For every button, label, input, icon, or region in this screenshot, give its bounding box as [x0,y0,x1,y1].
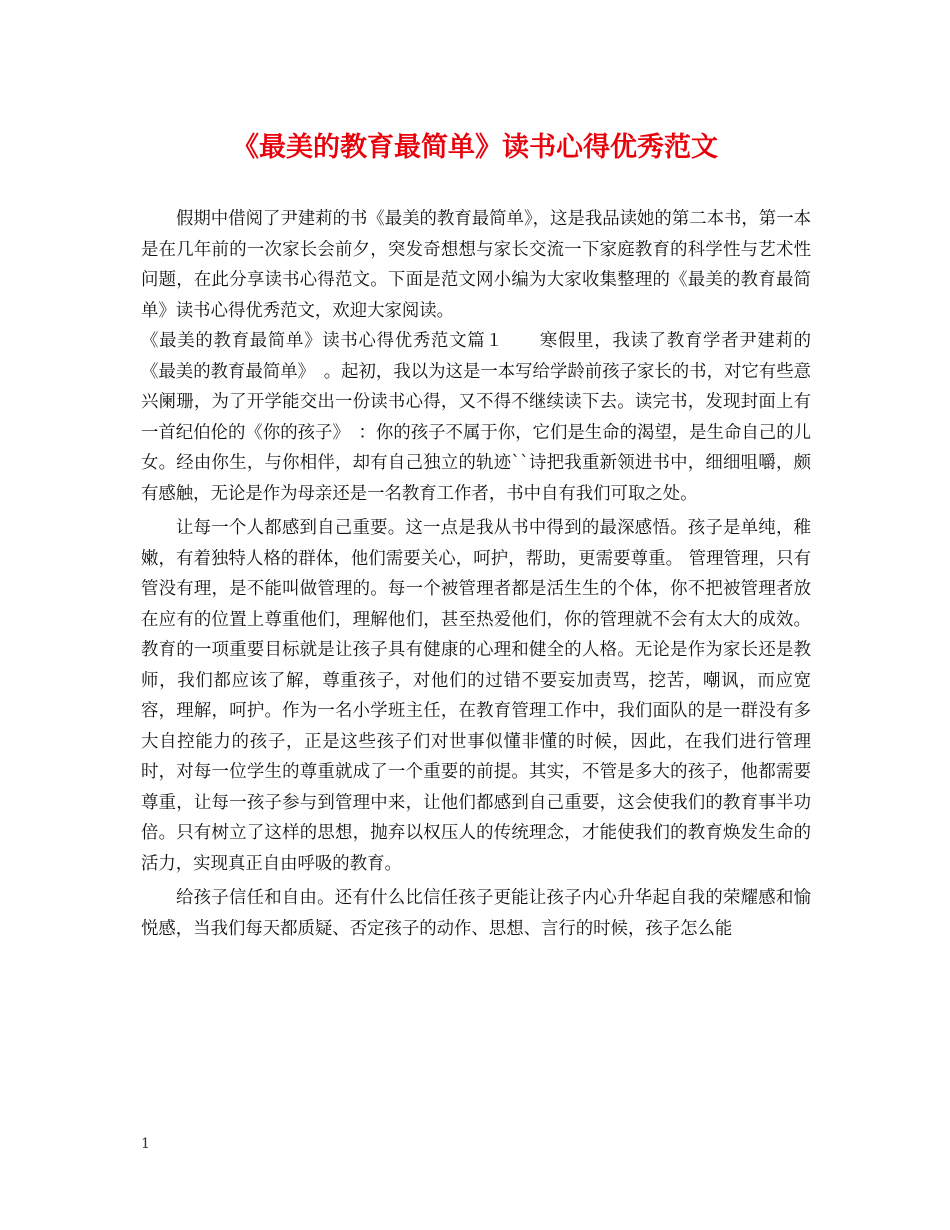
document-body [141,204,811,944]
document-title: 《最美的教育最简单》读书心得优秀范文 [232,132,718,163]
page-number: 1 [141,1136,150,1152]
essay-paragraph-1: 《最美的教育最简单》读书心得优秀范文篇１ 寒假里，我读了教育学者尹建莉的《最美的教育最简单》 。起初，我以为这是一本写给学龄前孩子家长的书，对它有些意兴阑珊，为了开学能交出一份读书心得，又不得不继续读下去。读完书，发现封面上有一首纪伯伦的《你的孩子》 ：你的孩子不属于你，它们是生命的渴望，是生命自己的儿女。经由你生，与你相伴，却有自己独立的轨迹``诗把我重新领进书中，细细咀嚼，颇有感触，无论是作为母亲还是一名教育工作者，书中自有我们可取之处。 [141,331,811,504]
intro-paragraph: 假期中借阅了尹建莉的书《最美的教育最简单》，这是我品读她的第二本书，第一本是在几年前的一次家长会前夕，突发奇想想与家长交流一下家庭教育的科学性与艺术性问题，在此分享读书心得范文。下面是范文网小编为大家收集整理的《最美的教育最简单》读书心得优秀范文，欢迎大家阅读。 [141,209,811,321]
essay-paragraph-3: 给孩子信任和自由。还有什么比信任孩子更能让孩子内心升华起自我的荣耀感和愉悦感，当我们每天都质疑、否定孩子的动作、思想、言行的时候，孩子怎么能 [141,888,811,939]
essay-paragraph-2: 让每一个人都感到自己重要。这一点是我从书中得到的最深感悟。孩子是单纯，稚嫩，有着独特人格的群体，他们需要关心，呵护，帮助，更需要尊重。 管理管理，只有管没有理，是不能叫做管理的。每一个被管理者都是活生生的个体，你不把被管理者放在应有的位置上尊重他们，理解他们，甚至热爱他们，你的管理就不会有太大的成效。教育的一项重要目标就是让孩子具有健康的心理和健全的人格。无论是作为家长还是教师，我们都应该了解，尊重孩子，对他们的过错不要妄加责骂，挖苦，嘲讽，而应宽容，理解，呵护。作为一名小学班主任，在教育管理工作中，我们面队的是一群没有多大自控能力的孩子，正是这些孩子们对世事似懂非懂的时候，因此，在我们进行管理时，对每一位学生的尊重就成了一个重要的前提。其实，不管是多大的孩子，他都需要尊重，让每一孩子参与到管理中来，让他们都感到自己重要，这会使我们的教育事半功倍。只有树立了这样的思想，抛弃以权压人的传统理念，才能使我们的教育焕发生命的活力，实现真正自由呼吸的教育。 [141,518,811,874]
